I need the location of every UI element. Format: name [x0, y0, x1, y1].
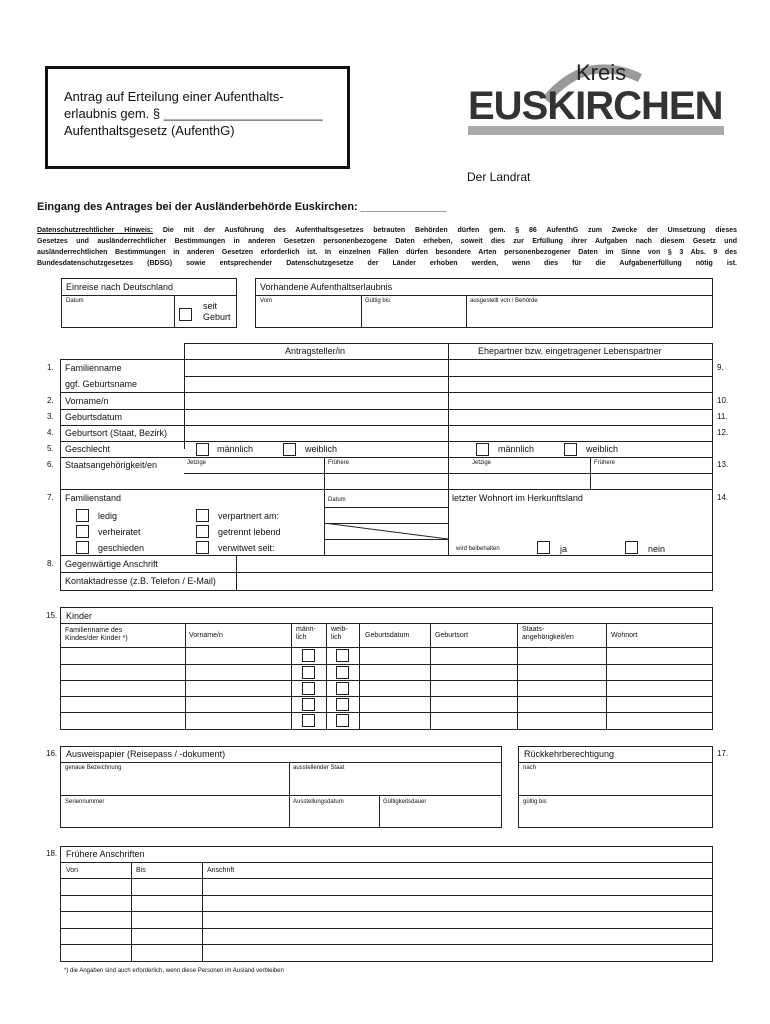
num-13: 13. — [717, 460, 729, 469]
marital-date-diagonal — [324, 523, 448, 539]
passport-serial-label: Seriennummer — [65, 799, 105, 805]
passport-state-label: ausstellender Staat — [293, 765, 345, 771]
partner-male-label: männlich — [498, 444, 535, 454]
kontakt-label: Kontaktadresse (z.B. Telefon / E-Mail) — [65, 576, 216, 586]
children-col-vorname: Vorname/n — [189, 632, 223, 639]
authority-name: Der Landrat — [467, 170, 531, 184]
num-3: 3. — [47, 412, 54, 421]
verheiratet-checkbox[interactable] — [76, 525, 89, 538]
ledig-label: ledig — [98, 511, 118, 521]
receipt-line: Eingang des Antrages bei der Ausländerbehörde Euskirchen: ______________ — [37, 201, 447, 213]
title-line-2: erlaubnis gem. § ______________________ — [64, 106, 323, 121]
children-col-m-1: männ- — [296, 626, 316, 633]
num-2: 2. — [47, 396, 54, 405]
footnote: *) die Angaben sind auch erforderlich, wenn diese Personen im Ausland verbleiben — [64, 968, 284, 974]
ledig-checkbox[interactable] — [76, 509, 89, 522]
passport-box — [60, 746, 502, 828]
title-line-3: Aufenthaltsgesetz (AufenthG) — [64, 123, 235, 138]
person-table — [47, 343, 729, 591]
children-col-name-2: Kindes/der Kinder *) — [65, 635, 128, 642]
passport-title: Ausweispapier (Reisepass / -dokument) — [66, 749, 226, 759]
geschlecht-label: Geschlecht — [65, 444, 111, 454]
kreis-euskirchen-logo — [468, 48, 726, 140]
permit-issued-label: ausgestellt von / Behörde — [470, 298, 538, 304]
return-right-box — [518, 746, 713, 828]
permit-valid-label: Gültig bis — [365, 298, 391, 304]
familienname-label: Familienname — [65, 363, 122, 373]
children-col-m-2: lich — [296, 634, 307, 641]
passport-designation-label: genaue Bezeichnung — [65, 765, 122, 771]
children-col-datum: Geburtsdatum — [365, 632, 410, 639]
permit-box — [255, 278, 713, 328]
marital-date-label: Datum — [328, 497, 346, 503]
children-col-staat-2: angehörigkeit/en — [522, 634, 574, 641]
addresses-address-label: Anschrift — [207, 867, 235, 874]
return-right-to-label: nach — [523, 765, 537, 771]
familienstand-label: Familienstand — [65, 493, 122, 503]
title-box — [45, 66, 350, 169]
verpartnert-label: verpartnert am: — [218, 511, 280, 521]
partner-male-checkbox[interactable] — [476, 443, 489, 456]
logo-euskirchen-text: EUSKIRCHEN — [468, 84, 723, 128]
logo-kreis-text: Kreis — [576, 60, 627, 85]
child-5-male-checkbox[interactable] — [302, 714, 315, 727]
num-7: 7. — [47, 493, 54, 502]
title-line-1: Antrag auf Erteilung einer Aufenthalts- — [64, 89, 284, 104]
privacy-text-3: ausländerrechtlichen Bestimmungen in anderen Gesetzen erforderlich ist. In einzelnen Fällen dürfen besondere Arten personenbezogener Daten im Sinne von § 3 Abs. 9 des — [37, 249, 737, 256]
geburtsort-label: Geburtsort (Staat, Bezirk) — [65, 428, 168, 438]
children-col-w-1: weib- — [331, 626, 348, 633]
applicant-header: Antragsteller/in — [285, 346, 346, 356]
verheiratet-label: verheiratet — [98, 527, 141, 537]
geburtsname-label: ggf. Geburtsname — [65, 379, 138, 389]
child-4-male-checkbox[interactable] — [302, 698, 315, 711]
privacy-text-1: Die mit der Ausführung des Aufenthaltsgesetzes betrauten Behörden dürfen gem. § 86 AufenthG zum Zwecke der Umsetzung dieses — [162, 227, 737, 234]
num-9: 9. — [717, 363, 724, 372]
children-table — [60, 607, 713, 730]
retained-yes-label: ja — [560, 544, 568, 554]
return-right-title: Rückkehrberechtigung — [524, 749, 615, 759]
partner-former-nat-label: Frühere — [594, 460, 616, 466]
child-4-female-checkbox[interactable] — [336, 698, 349, 711]
retained-no-label: nein — [648, 544, 666, 554]
applicant-former-nat-label: Frühere — [328, 460, 350, 466]
num-1: 1. — [47, 363, 54, 372]
addresses-from-label: Von — [66, 867, 79, 874]
privacy-text-4: Bundesdatenschutzgesetzes (BDSG) sowie entsprechender Datenschutzgesetze der Länder erhoben werden, wenn dies für die Aufgabenerfüllung nötig ist. — [37, 260, 737, 267]
child-1-female-checkbox[interactable] — [336, 649, 349, 662]
partner-current-nat-label: Jetzige — [472, 460, 492, 466]
retained-yes-checkbox[interactable] — [537, 541, 550, 554]
permit-from-label: Vom — [260, 298, 273, 304]
entry-title: Einreise nach Deutschland — [66, 282, 174, 292]
verwitwet-label: verwitwet seit: — [218, 543, 275, 553]
applicant-male-label: männlich — [217, 444, 254, 454]
partner-header: Ehepartner bzw. eingetragener Lebenspartner — [478, 346, 662, 356]
applicant-female-label: weiblich — [305, 444, 338, 454]
return-right-valid-label: gültig bis — [523, 799, 547, 805]
num-14: 14. — [717, 493, 729, 502]
children-col-staat-1: Staats- — [522, 626, 545, 633]
partner-female-checkbox[interactable] — [564, 443, 577, 456]
verwitwet-checkbox[interactable] — [196, 541, 209, 554]
passport-issue-date-label: Ausstellungsdatum — [293, 799, 344, 805]
former-addresses-table — [60, 846, 713, 962]
applicant-female-checkbox[interactable] — [283, 443, 296, 456]
getrennt-checkbox[interactable] — [196, 525, 209, 538]
child-5-female-checkbox[interactable] — [336, 714, 349, 727]
child-2-female-checkbox[interactable] — [336, 666, 349, 679]
geburtsdatum-label: Geburtsdatum — [65, 412, 123, 422]
child-3-female-checkbox[interactable] — [336, 682, 349, 695]
addresses-title: Frühere Anschriften — [66, 849, 145, 859]
children-col-wohnort: Wohnort — [611, 632, 638, 639]
num-18: 18. — [46, 849, 58, 858]
since-birth-label-1: seit — [203, 301, 218, 311]
partner-female-label: weiblich — [586, 444, 619, 454]
num-8: 8. — [47, 559, 54, 568]
num-15: 15. — [46, 611, 58, 620]
num-11: 11. — [717, 412, 728, 421]
applicant-male-checkbox[interactable] — [196, 443, 209, 456]
since-birth-checkbox[interactable] — [179, 308, 192, 321]
num-12: 12. — [717, 428, 729, 437]
num-10: 10. — [717, 396, 729, 405]
children-title: Kinder — [66, 611, 93, 621]
verpartnert-checkbox[interactable] — [196, 509, 209, 522]
staatsangehoerigkeit-label: Staatsangehörigkeit/en — [65, 460, 158, 470]
permit-title: Vorhandene Aufenthaltserlaubnis — [260, 282, 393, 292]
geschieden-checkbox[interactable] — [76, 541, 89, 554]
getrennt-label: getrennt lebend — [218, 527, 281, 537]
last-residence-label: letzter Wohnort im Herkunftsland — [452, 493, 583, 503]
geschieden-label: geschieden — [98, 543, 145, 553]
retained-no-checkbox[interactable] — [625, 541, 638, 554]
addresses-to-label: Bis — [136, 867, 146, 874]
anschrift-label: Gegenwärtige Anschrift — [65, 559, 159, 569]
entry-box — [61, 278, 237, 328]
num-4: 4. — [47, 428, 54, 437]
num-16: 16. — [46, 749, 58, 758]
num-6: 6. — [47, 460, 54, 469]
num-17: 17. — [717, 749, 729, 758]
since-birth-label-2: Geburt — [203, 312, 231, 322]
entry-date-label: Datum — [66, 298, 84, 304]
num-5: 5. — [47, 444, 54, 453]
privacy-text-2: Gesetzes und ausländerrechtlicher Bestimmungen in anderen Gesetzen personenbezogene Daten erheben, soweit dies zur Erfüllung ihrer Aufgaben nach diesem Gesetz und — [37, 238, 737, 245]
privacy-notice — [37, 225, 737, 269]
children-col-w-2: lich — [331, 634, 342, 641]
child-3-male-checkbox[interactable] — [302, 682, 315, 695]
child-1-male-checkbox[interactable] — [302, 649, 315, 662]
child-2-male-checkbox[interactable] — [302, 666, 315, 679]
applicant-current-nat-label: Jetzige — [187, 460, 207, 466]
privacy-label: Datenschutzrechtlicher Hinweis: — [37, 227, 154, 234]
vorname-label: Vorname/n — [65, 396, 109, 406]
retained-label: wird beibehalten — [456, 546, 500, 552]
passport-validity-label: Gültigkeitsdauer — [383, 799, 427, 805]
children-col-ort: Geburtsort — [435, 632, 469, 639]
children-col-name-1: Familienname des — [65, 627, 123, 634]
